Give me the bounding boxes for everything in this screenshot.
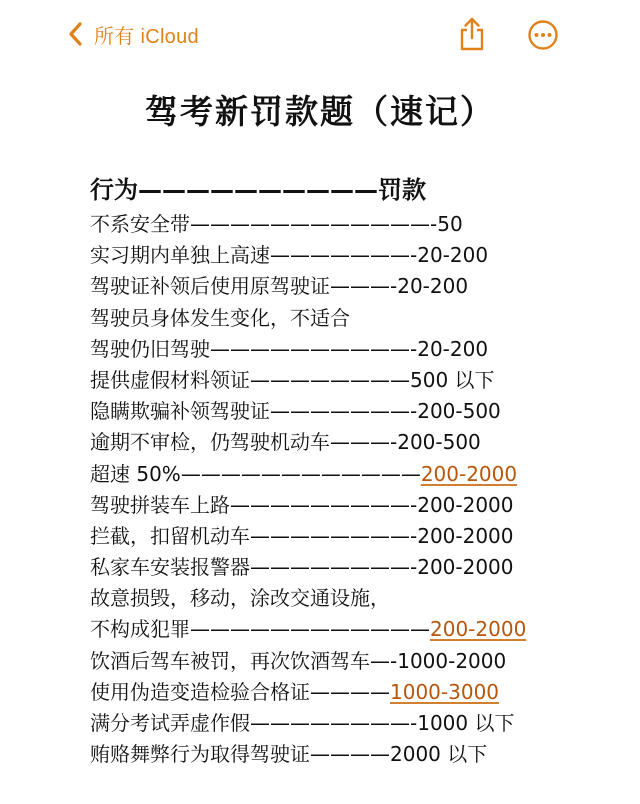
note-line — [90, 583, 570, 614]
line-text: 饮酒后驾车被罚，再次饮酒驾车 — [90, 648, 370, 673]
line-fine: 500 以下 — [410, 367, 495, 392]
note-line — [90, 365, 570, 396]
line-fine: 2000 以下 — [390, 742, 488, 767]
note-line — [90, 396, 570, 427]
header-behavior: 行为 — [90, 176, 138, 204]
line-text: 故意损毁，移动，涂改交通设施， — [90, 586, 390, 611]
line-text: 驾驶仍旧驾驶 — [90, 336, 210, 361]
line-fine: -200-2000 — [410, 492, 514, 517]
line-dashes: ——— — [330, 430, 390, 455]
line-text: 隐瞒欺骗补领驾驶证 — [90, 399, 270, 424]
line-text: 不系安全带 — [90, 212, 190, 236]
header-fine: 罚款 — [378, 176, 426, 204]
line-dashes: ———————— — [250, 523, 410, 548]
line-dashes: ———— — [310, 679, 390, 704]
line-text: 提供虚假材料领证 — [90, 367, 250, 392]
note-body — [90, 209, 570, 770]
note-line — [90, 334, 570, 365]
line-text: 私家车安装报警器 — [90, 555, 250, 580]
line-text: 不构成犯罪 — [90, 617, 190, 642]
line-fine: -20-200 — [390, 274, 469, 299]
line-text: 满分考试弄虚作假 — [90, 711, 250, 735]
line-dashes: ———————— — [250, 555, 410, 580]
line-fine: -200-2000 — [410, 523, 514, 548]
note-line — [90, 739, 570, 770]
note-line — [90, 303, 570, 334]
line-dashes: ———————————— — [190, 212, 430, 236]
note-line — [90, 708, 570, 739]
chevron-left-icon — [66, 20, 86, 48]
table-header — [90, 170, 510, 205]
line-fine: -1000 以下 — [410, 711, 515, 735]
note-line — [90, 459, 570, 490]
line-dashes: — — [370, 648, 390, 673]
line-text: 驾驶员身体发生变化，不适合 — [90, 305, 350, 330]
note-line — [90, 521, 570, 552]
note-line — [90, 490, 570, 521]
line-fine: -20-200 — [410, 336, 489, 361]
line-fine: -1000-2000 — [390, 648, 507, 673]
line-fine-highlighted: 200-2000 — [420, 461, 518, 486]
note-line — [90, 552, 570, 583]
line-dashes: ———————— — [250, 711, 410, 735]
line-text: 驾驶证补领后使用原驾驶证 — [90, 274, 330, 299]
line-fine: -200-500 — [390, 430, 481, 455]
note-line — [90, 240, 570, 271]
more-icon[interactable] — [527, 19, 559, 51]
note-line — [90, 271, 570, 302]
line-fine: -50 — [430, 212, 463, 236]
line-dashes: ———— — [310, 742, 390, 767]
line-text: 实习期内单独上高速 — [90, 243, 270, 268]
line-text: 超速 50% — [90, 461, 181, 486]
back-label: 所有 iCloud — [94, 25, 199, 48]
line-dashes: ———————————— — [190, 617, 430, 642]
line-fine-highlighted: 200-2000 — [430, 617, 527, 642]
line-fine: -200-2000 — [410, 555, 514, 580]
share-icon[interactable] — [457, 16, 487, 52]
line-text: 贿赂舞弊行为取得驾驶证 — [90, 742, 310, 767]
line-fine: -200-500 — [410, 399, 501, 424]
line-dashes: ——————— — [270, 399, 410, 424]
note-line — [90, 427, 570, 458]
line-dashes: ——————— — [270, 243, 410, 268]
back-button[interactable] — [66, 18, 199, 50]
note-line — [90, 209, 570, 240]
line-dashes: —————————— — [210, 336, 410, 361]
page-title: 驾考新罚款题（速记） — [145, 92, 495, 131]
line-dashes: ————————— — [230, 492, 410, 517]
note-line — [90, 646, 570, 677]
nav-bar — [0, 0, 640, 72]
line-dashes: ——— — [330, 274, 390, 299]
line-dashes: ———————— — [250, 367, 410, 392]
note-line — [90, 614, 570, 645]
line-fine: -20-200 — [410, 243, 489, 268]
line-text: 拦截，扣留机动车 — [90, 523, 250, 548]
note-line — [90, 677, 570, 708]
line-fine-highlighted: 1000-3000 — [390, 679, 500, 704]
header-dashes: —————————— — [138, 176, 378, 204]
line-text: 逾期不审检，仍驾驶机动车 — [90, 430, 330, 455]
line-dashes: ———————————— — [180, 461, 421, 486]
line-text: 驾驶拼装车上路 — [90, 492, 230, 517]
line-text: 使用伪造变造检验合格证 — [90, 679, 310, 704]
